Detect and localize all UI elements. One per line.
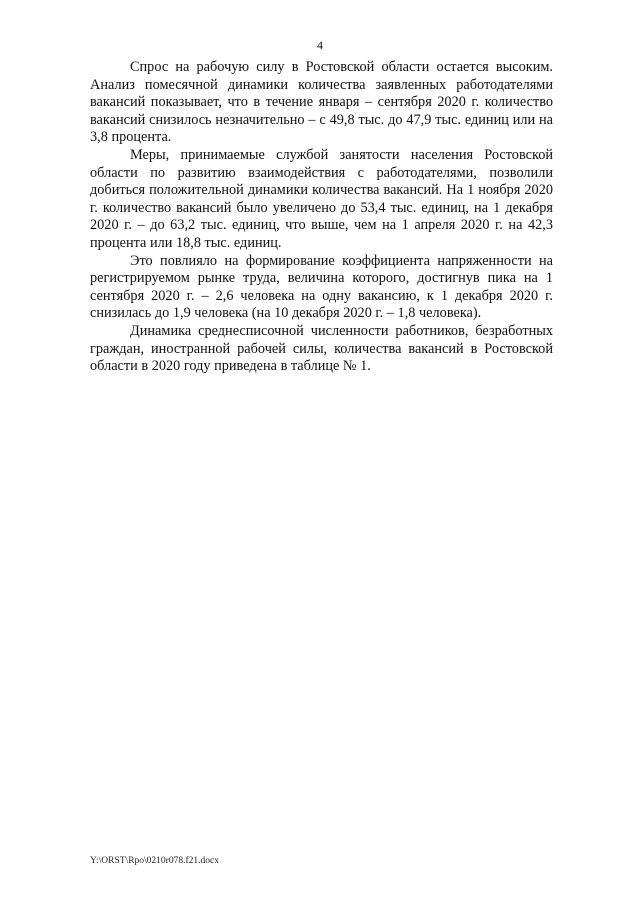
paragraph-labor-demand: Спрос на рабочую силу в Ростовской области остается высоким. Анализ помесячной динамики количества заявленных работодателями вакансий показывает, что в течение января – сентября 2020 г. количество вакансий снизилось незначительно – с 49,8 тыс. до 47,9 тыс. единиц или на 3,8 процента. (90, 59, 553, 146)
page-number: 4 (317, 38, 323, 52)
document-body (90, 59, 553, 376)
footer-file-path: Y:\ORST\Rpo\0210r078.f21.docx (90, 856, 219, 866)
paragraph-table-reference: Динамика среднесписочной численности работников, безработных граждан, иностранной рабочей силы, количества вакансий в Ростовской области в 2020 году приведена в таблице № 1. (90, 322, 553, 375)
paragraph-tension-coefficient: Это повлияло на формирование коэффициента напряженности на регистрируемом рынке труда, величина которого, достигнув пика на 1 сентября 2020 г. – 2,6 человека на одну вакансию, к 1 декабря 2020 г. снизилась до 1,9 человека (на 10 декабря 2020 г. – 1,8 человека). (90, 252, 553, 322)
paragraph-employment-measures: Меры, принимаемые службой занятости населения Ростовской области по развитию взаимодействия с работодателями, позволили добиться положительной динамики количества вакансий. На 1 ноября 2020 г. количество вакансий было увеличено до 53,4 тыс. единиц, на 1 декабря 2020 г. – до 63,2 тыс. единиц, что выше, чем на 1 апреля 2020 г. на 42,3 процента или 18,8 тыс. единиц. (90, 146, 553, 251)
